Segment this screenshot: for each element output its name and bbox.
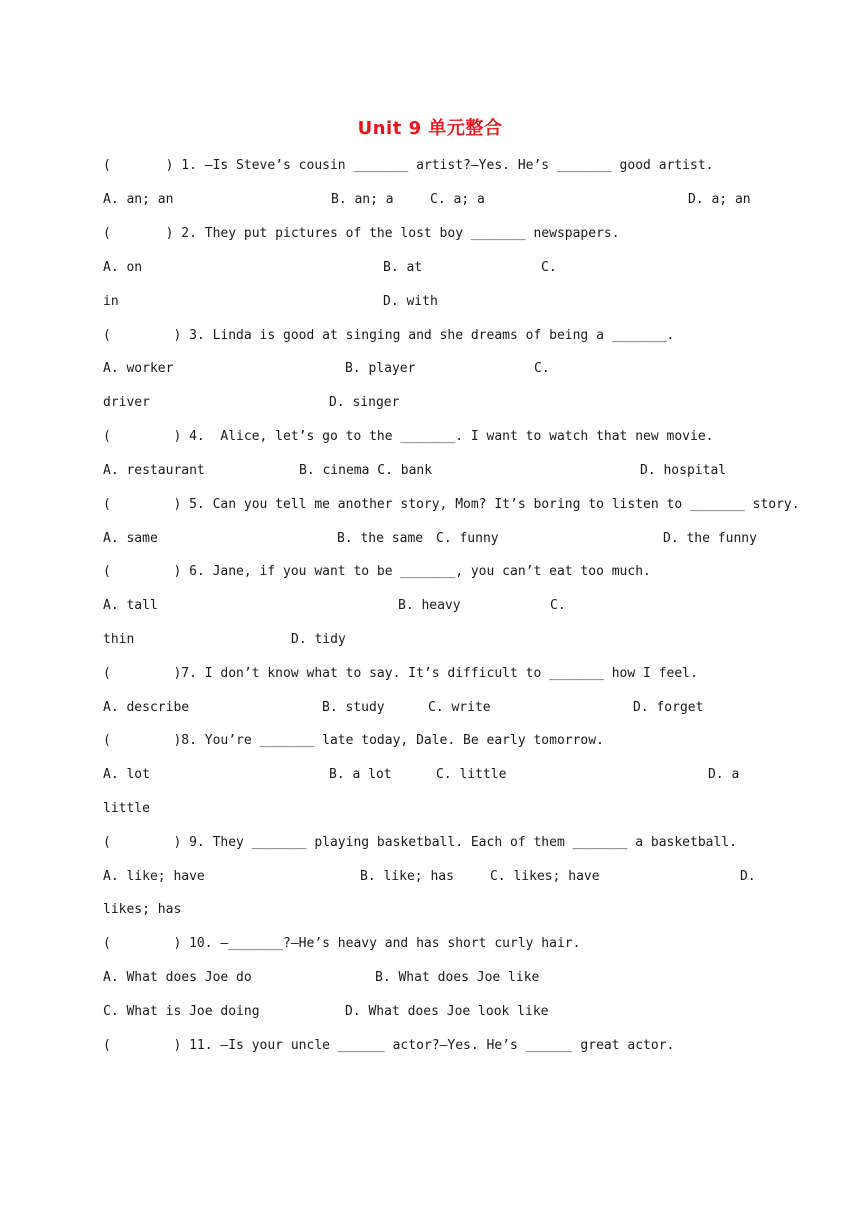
q3-option-c-text: driver [103, 395, 150, 410]
q8-option-a: A. lot [103, 767, 150, 782]
q4-option-d: D. hospital [640, 463, 727, 478]
q9-option-c: C. likes; have [490, 869, 600, 884]
q8-option-c: C. little [436, 767, 507, 782]
q10-option-d: D. What does Joe look like [345, 1004, 549, 1019]
q9-option-d-text: likes; has [103, 902, 182, 917]
q3-option-b: B. player [345, 361, 416, 376]
q1-option-c: C. a; a [430, 192, 485, 207]
question-1: ( ) 1. —Is Steve’s cousin _______ artist?—Yes. He’s _______ good artist. [103, 158, 714, 173]
q2-option-c-text: in [103, 294, 119, 309]
q8-option-d: D. a [708, 767, 740, 782]
question-10: ( ) 10. —_______?—He’s heavy and has short curly hair. [103, 936, 581, 951]
q1-option-b: B. an; a [331, 192, 394, 207]
q7-option-c: C. write [428, 700, 491, 715]
question-8: ( )8. You’re _______ late today, Dale. Be early tomorrow. [103, 733, 604, 748]
q10-option-a: A. What does Joe do [103, 970, 252, 985]
question-9: ( ) 9. They _______ playing basketball. Each of them _______ a basketball. [103, 835, 737, 850]
q6-option-c: C. [550, 598, 566, 613]
q2-option-b: B. at [383, 260, 423, 275]
question-11: ( ) 11. —Is your uncle ______ actor?—Yes. He’s ______ great actor. [103, 1038, 675, 1053]
q8-option-d-text: little [103, 801, 150, 816]
q6-option-d: D. tidy [291, 632, 346, 647]
question-5: ( ) 5. Can you tell me another story, Mom? It’s boring to listen to _______ story. [103, 497, 800, 512]
q2-option-d: D. with [383, 294, 438, 309]
question-4: ( ) 4. Alice, let’s go to the _______. I want to watch that new movie. [103, 429, 714, 444]
q5-option-b: B. the same [337, 531, 424, 546]
q6-option-a: A. tall [103, 598, 158, 613]
question-6: ( ) 6. Jane, if you want to be _______, you can’t eat too much. [103, 564, 651, 579]
q9-option-a: A. like; have [103, 869, 205, 884]
question-3: ( ) 3. Linda is good at singing and she dreams of being a _______. [103, 328, 675, 343]
q9-option-b: B. like; has [360, 869, 454, 884]
page-title: Unit 9 单元整合 [357, 118, 503, 139]
q9-option-d: D. [740, 869, 756, 884]
q5-option-a: A. same [103, 531, 158, 546]
q2-option-a: A. on [103, 260, 143, 275]
question-7: ( )7. I don’t know what to say. It’s difficult to _______ how I feel. [103, 666, 698, 681]
q8-option-b: B. a lot [329, 767, 392, 782]
q4-option-a: A. restaurant [103, 463, 205, 478]
q10-option-b: B. What does Joe like [375, 970, 540, 985]
q10-option-c: C. What is Joe doing [103, 1004, 260, 1019]
q7-option-b: B. study [322, 700, 385, 715]
question-2: ( ) 2. They put pictures of the lost boy _______ newspapers. [103, 226, 620, 241]
q3-option-a: A. worker [103, 361, 174, 376]
q7-option-d: D. forget [633, 700, 704, 715]
q6-option-c-text: thin [103, 632, 135, 647]
q1-option-d: D. a; an [688, 192, 751, 207]
q2-option-c: C. [541, 260, 557, 275]
q1-option-a: A. an; an [103, 192, 174, 207]
q4-option-b-c: B. cinema C. bank [299, 463, 433, 478]
q3-option-c: C. [534, 361, 550, 376]
q6-option-b: B. heavy [398, 598, 461, 613]
q5-option-c: C. funny [436, 531, 499, 546]
q7-option-a: A. describe [103, 700, 190, 715]
q3-option-d: D. singer [329, 395, 400, 410]
q5-option-d: D. the funny [663, 531, 757, 546]
